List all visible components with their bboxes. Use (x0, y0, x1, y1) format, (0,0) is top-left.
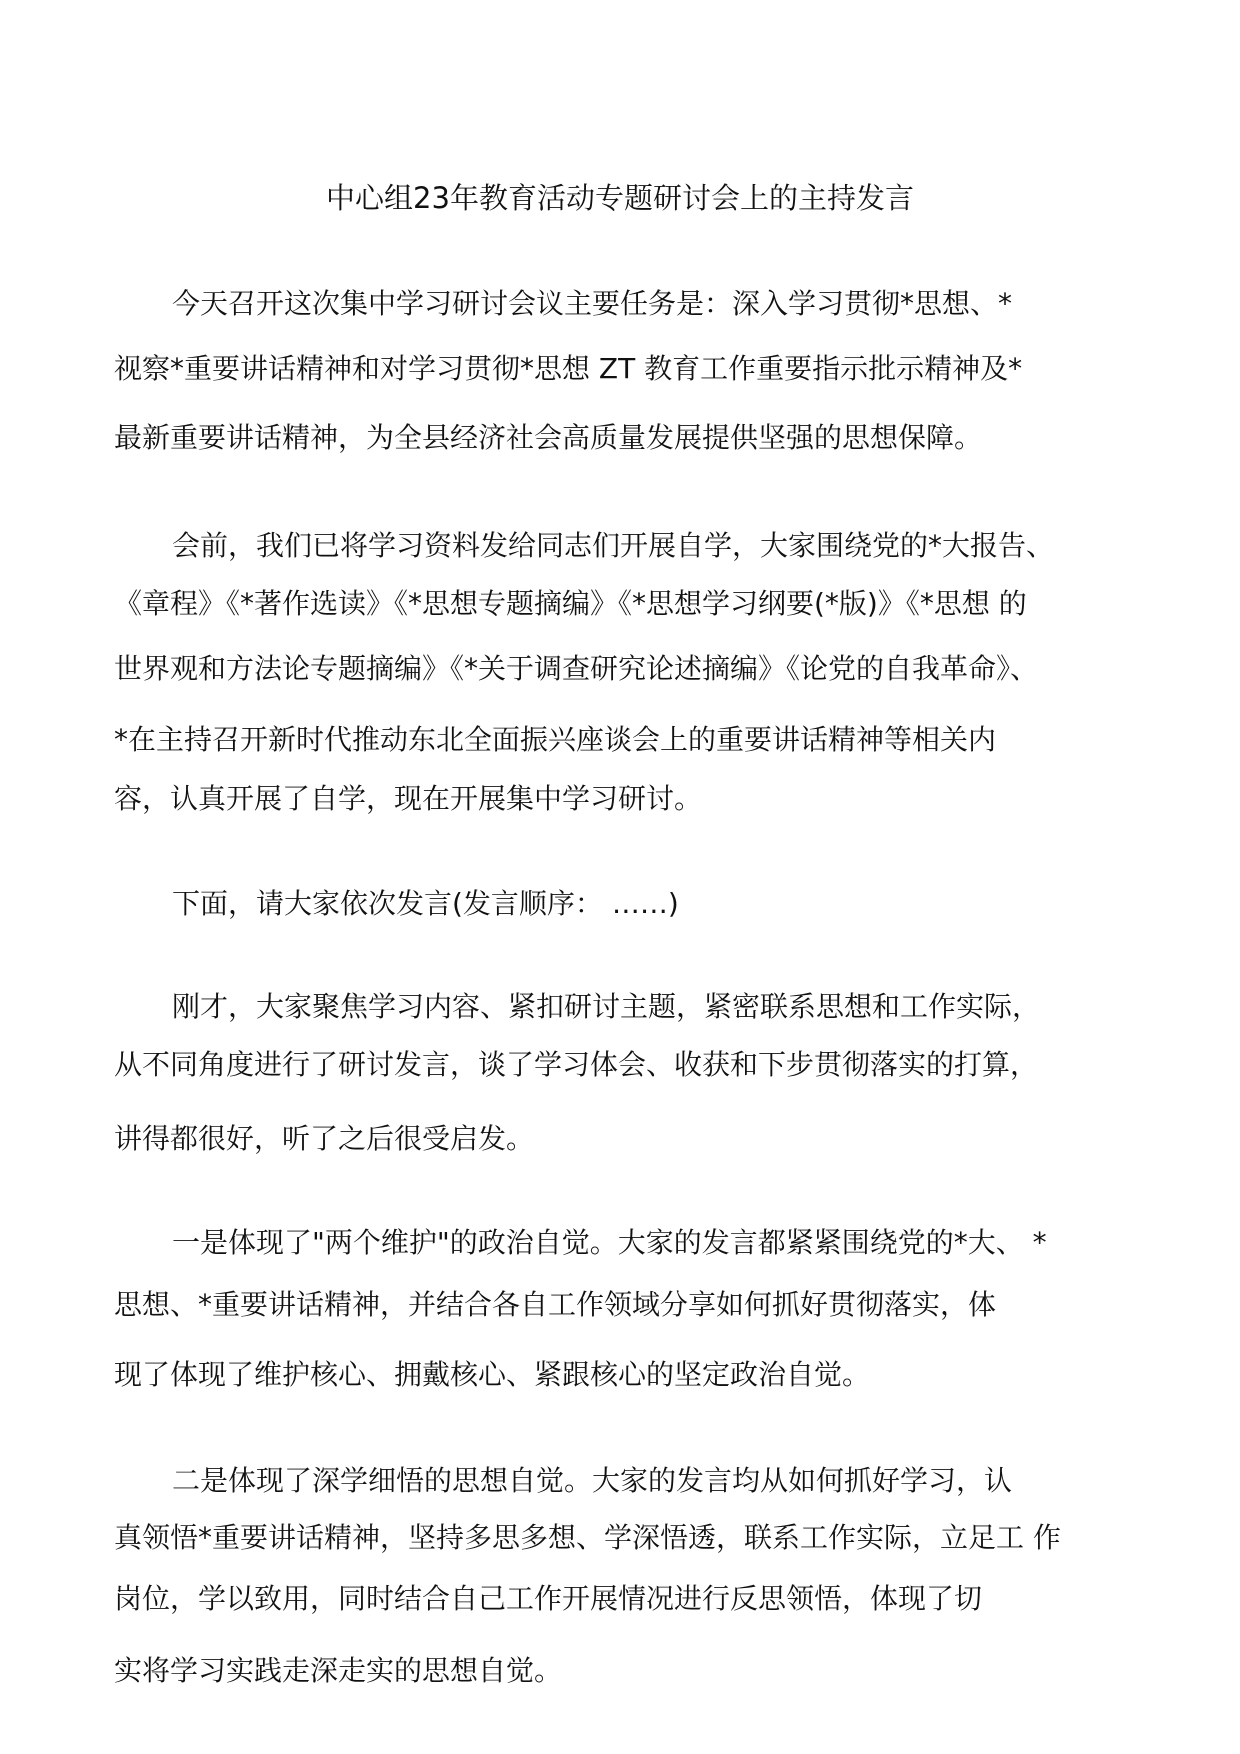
document-title: 中心组23年教育活动专题研讨会上的主持发言 (326, 181, 914, 215)
paragraph-2-line-3: 世界观和方法论专题摘编》《*关于调查研究论述摘编》《论党的自我革命》、 (114, 652, 1039, 685)
paragraph-1-line-3: 最新重要讲话精神，为全县经济社会高质量发展提供坚强的思想保障。 (114, 421, 983, 454)
paragraph-2-line-5: 容，认真开展了自学，现在开展集中学习研讨。 (114, 782, 703, 815)
paragraph-2-line-4: *在主持召开新时代推动东北全面振兴座谈会上的重要讲话精神等相关内 (114, 723, 997, 756)
paragraph-6-line-2: 真领悟*重要讲话精神，坚持多思多想、学深悟透，联系工作实际，立足工 作 (114, 1521, 1061, 1554)
paragraph-6-line-3: 岗位，学以致用，同时结合自己工作开展情况进行反思领悟，体现了切 (114, 1582, 983, 1615)
paragraph-4-line-1: 刚才，大家聚焦学习内容、紧扣研讨主题，紧密联系思想和工作实际， (172, 990, 1041, 1023)
paragraph-5-line-3: 现了体现了维护核心、拥戴核心、紧跟核心的坚定政治自觉。 (114, 1358, 871, 1391)
paragraph-5-line-1: 一是体现了"两个维护"的政治自觉。大家的发言都紧紧围绕党的*大、 * (172, 1226, 1047, 1259)
paragraph-1-line-2: 视察*重要讲话精神和对学习贯彻*思想 ZT 教育工作重要指示批示精神及* (114, 352, 1023, 385)
paragraph-4-line-2: 从不同角度进行了研讨发言，谈了学习体会、收获和下步贯彻落实的打算， (114, 1048, 1039, 1081)
paragraph-6-line-4: 实将学习实践走深走实的思想自觉。 (114, 1654, 563, 1687)
paragraph-2-line-2: 《章程》《*著作选读》《*思想专题摘编》《*思想学习纲要(*版)》《*思想 的 (114, 587, 1027, 620)
paragraph-5-line-2: 思想、*重要讲话精神，并结合各自工作领域分享如何抓好贯彻落实，体 (114, 1288, 997, 1321)
paragraph-3-line-1: 下面，请大家依次发言(发言顺序： ……) (172, 887, 679, 920)
paragraph-1-line-1: 今天召开这次集中学习研讨会议主要任务是：深入学习贯彻*思想、* (172, 287, 1013, 320)
paragraph-6-line-1: 二是体现了深学细悟的思想自觉。大家的发言均从如何抓好学习，认 (172, 1464, 1013, 1497)
paragraph-4-line-3: 讲得都很好，听了之后很受启发。 (114, 1122, 535, 1155)
paragraph-2-line-1: 会前，我们已将学习资料发给同志们开展自学，大家围绕党的*大报告、 (172, 529, 1055, 562)
